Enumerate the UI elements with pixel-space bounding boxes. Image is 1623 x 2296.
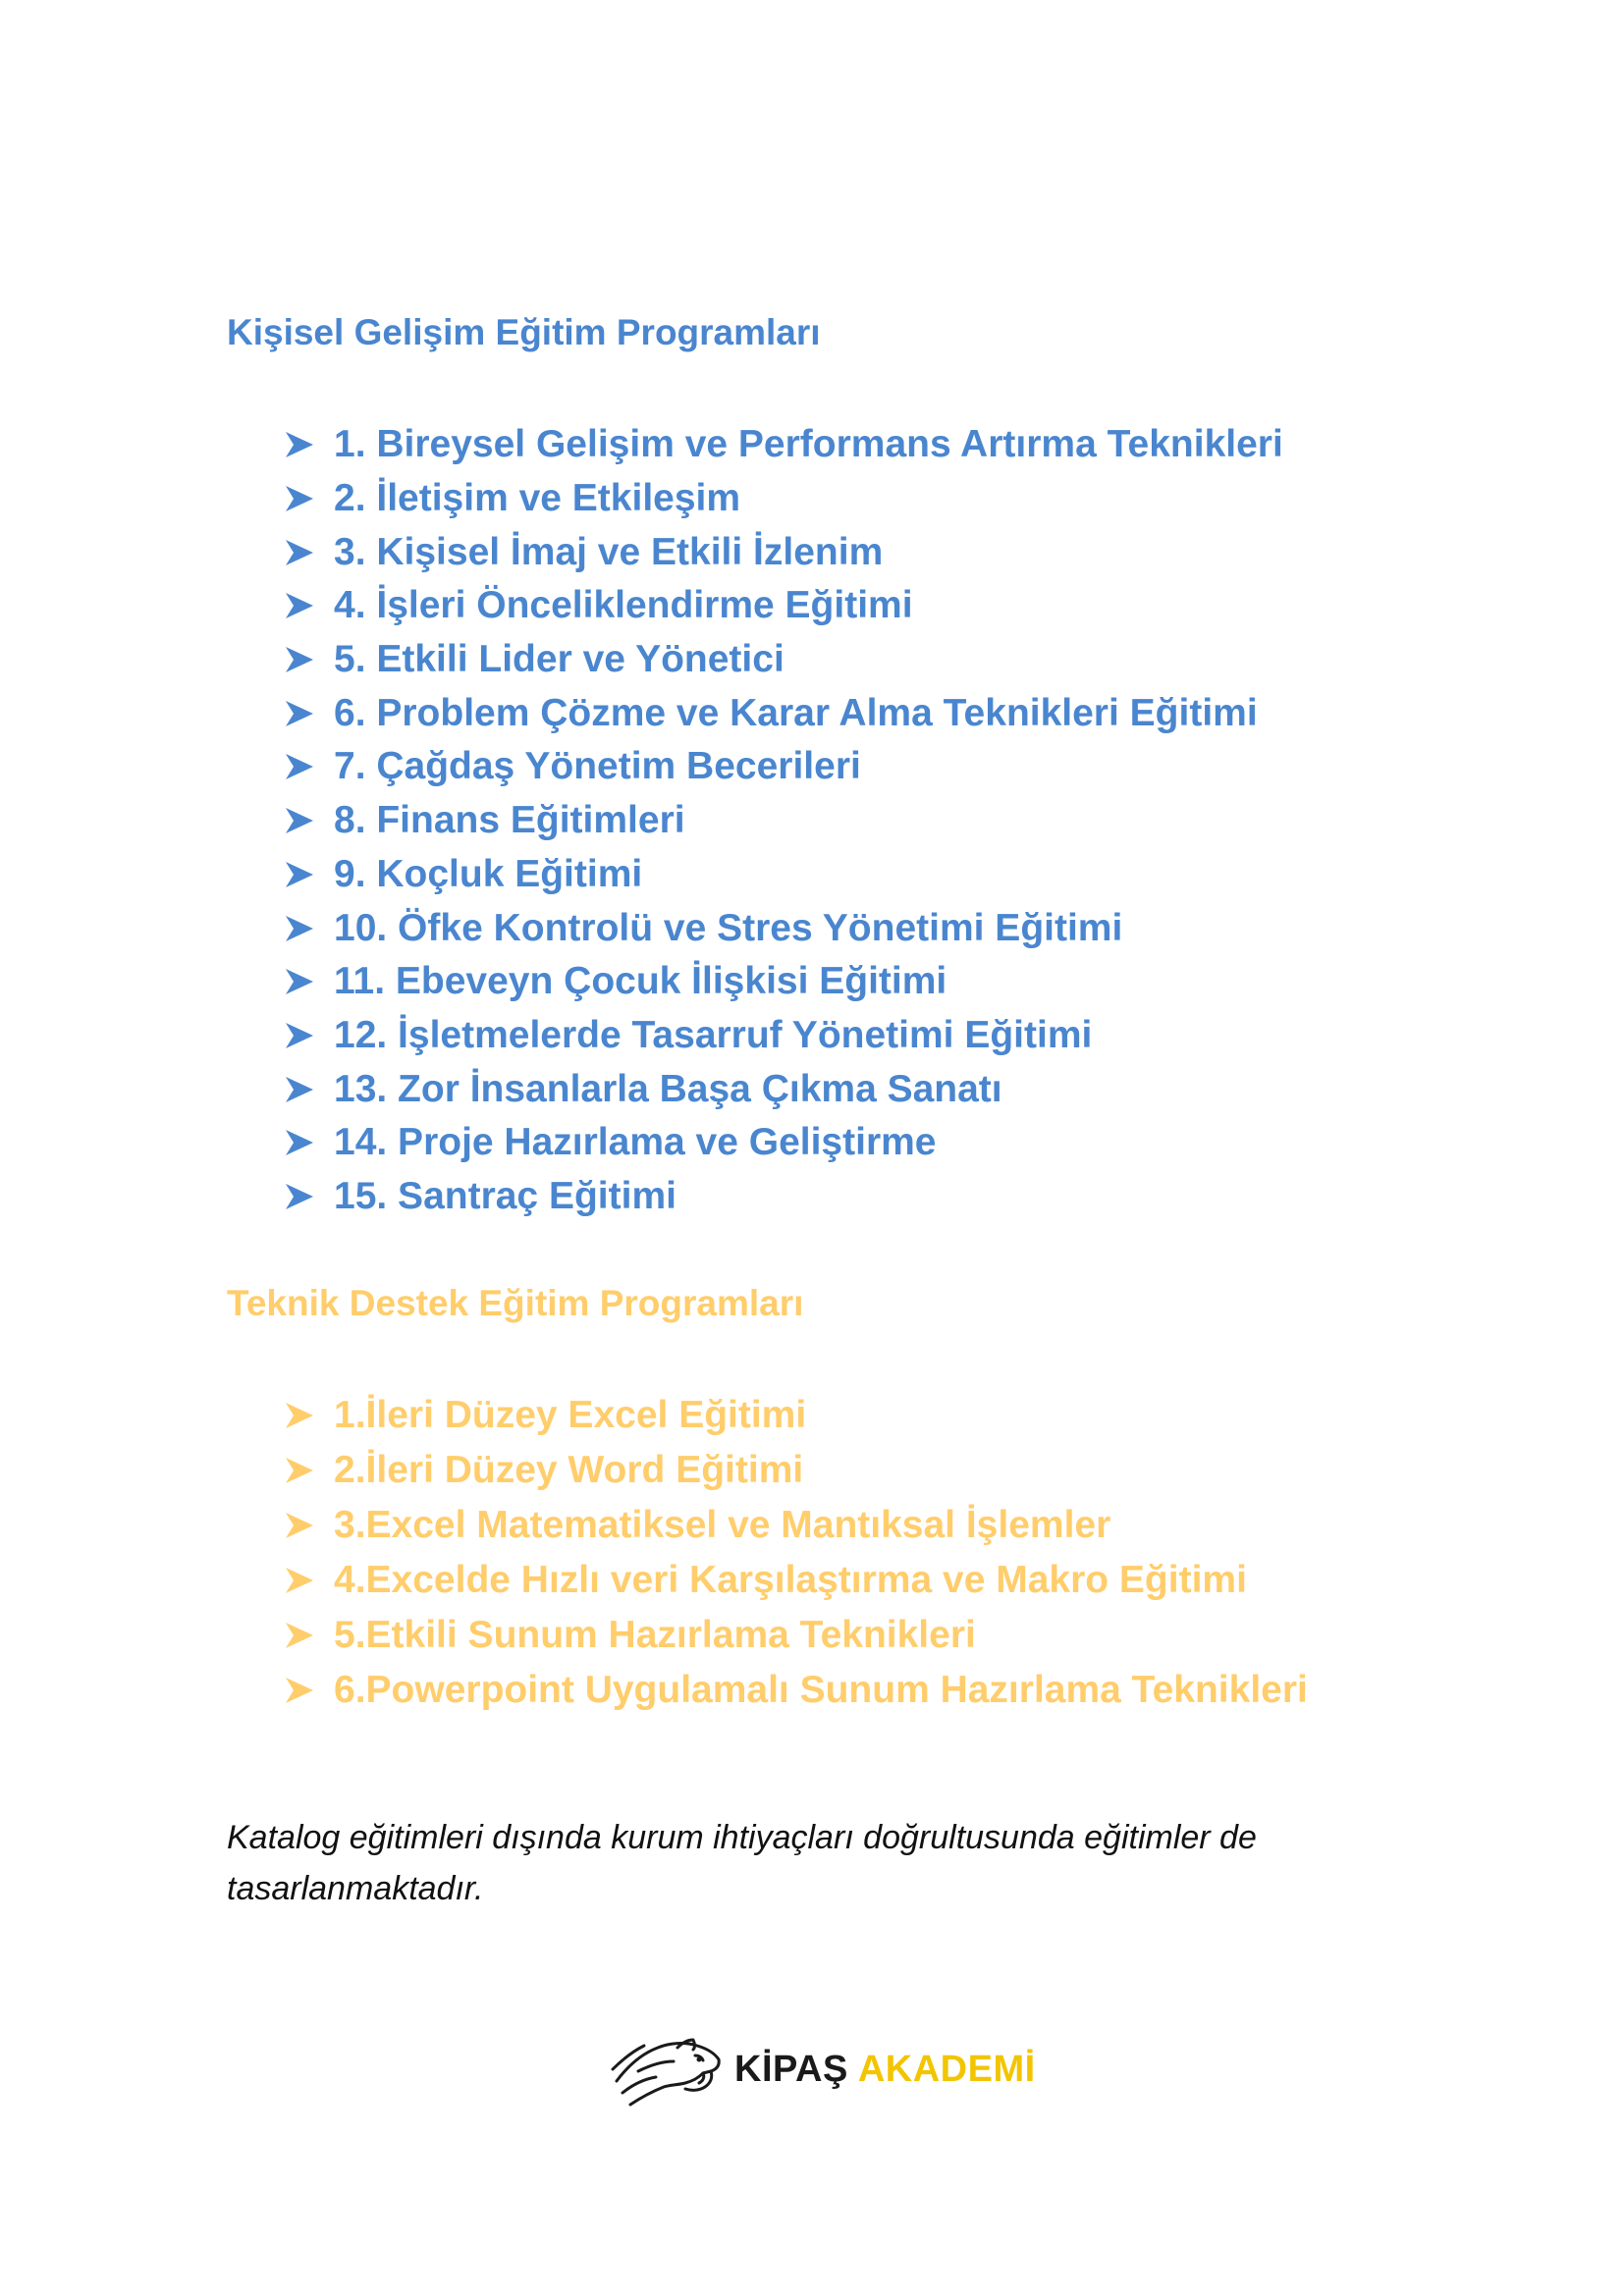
arrow-bullet-icon	[283, 1619, 316, 1652]
list-item	[283, 1608, 1308, 1663]
list-item	[283, 740, 1283, 794]
arrow-bullet-icon	[283, 589, 316, 622]
logo-wordmark	[734, 2049, 1036, 2091]
technical-program-list	[283, 1388, 1308, 1718]
section-title-technical: Teknik Destek Eğitim Programları	[227, 1283, 804, 1323]
list-item	[283, 418, 1283, 472]
arrow-bullet-icon	[283, 697, 316, 730]
arrow-bullet-icon	[283, 1564, 316, 1597]
list-item-label: 5.Etkili Sunum Hazırlama Teknikleri	[334, 1614, 976, 1656]
list-item-label: 2. İletişim ve Etkileşim	[334, 477, 741, 520]
section-title-personal: Kişisel Gelişim Eğitim Programları	[227, 312, 821, 352]
panther-head-icon	[609, 2030, 725, 2109]
arrow-bullet-icon	[283, 965, 316, 998]
list-item-label: 14. Proje Hazırlama ve Geliştirme	[334, 1121, 937, 1164]
list-item	[283, 472, 1283, 526]
list-item	[283, 1009, 1283, 1063]
arrow-bullet-icon	[283, 1126, 316, 1159]
arrow-bullet-icon	[283, 1454, 316, 1487]
list-item	[283, 1443, 1308, 1498]
list-item-label: 3.Excel Matematiksel ve Mantıksal İşlemler	[334, 1504, 1111, 1546]
list-item-label: 8. Finans Eğitimleri	[334, 799, 685, 842]
list-item	[283, 525, 1283, 579]
list-item	[283, 955, 1283, 1009]
personal-program-list	[283, 418, 1283, 1223]
list-item	[283, 1498, 1308, 1553]
arrow-bullet-icon	[283, 750, 316, 783]
list-item-label: 9. Koçluk Eğitimi	[334, 852, 643, 895]
kipas-akademi-logo	[609, 2030, 1036, 2109]
arrow-bullet-icon	[283, 1674, 316, 1707]
list-item	[283, 1116, 1283, 1170]
list-item-label: 12. İşletmelerde Tasarruf Yönetimi Eğitimi	[334, 1013, 1093, 1056]
list-item	[283, 633, 1283, 687]
logo-word-kipas: KİPAŞ	[734, 2048, 848, 2090]
arrow-bullet-icon	[283, 858, 316, 891]
list-item-label: 1. Bireysel Gelişim ve Performans Artırma Teknikleri	[334, 423, 1283, 466]
arrow-bullet-icon	[283, 1180, 316, 1213]
arrow-bullet-icon	[283, 1509, 316, 1542]
arrow-bullet-icon	[283, 643, 316, 676]
list-item-label: 15. Santraç Eğitimi	[334, 1174, 676, 1217]
list-item	[283, 1663, 1308, 1718]
catalog-note: Katalog eğitimleri dışında kurum ihtiyaçları doğrultusunda eğitimler de tasarlanmaktadır.	[227, 1819, 1257, 1907]
list-item-label: 3. Kişisel İmaj ve Etkili İzlenim	[334, 530, 884, 573]
arrow-bullet-icon	[283, 536, 316, 569]
list-item-label: 4. İşleri Önceliklendirme Eğitimi	[334, 584, 913, 627]
list-item	[283, 1553, 1308, 1608]
list-item	[283, 686, 1283, 740]
arrow-bullet-icon	[283, 428, 316, 461]
list-item-label: 10. Öfke Kontrolü ve Stres Yönetimi Eğitimi	[334, 906, 1123, 949]
list-item-label: 6. Problem Çözme ve Karar Alma Teknikleri Eğitimi	[334, 691, 1258, 734]
arrow-bullet-icon	[283, 1399, 316, 1432]
list-item	[283, 1170, 1283, 1224]
list-item-label: 6.Powerpoint Uygulamalı Sunum Hazırlama Teknikleri	[334, 1669, 1308, 1711]
list-item-label: 1.İleri Düzey Excel Eğitimi	[334, 1394, 807, 1436]
list-item	[283, 848, 1283, 902]
list-item-label: 5. Etkili Lider ve Yönetici	[334, 638, 784, 681]
list-item-label: 11. Ebeveyn Çocuk İlişkisi Eğitimi	[334, 960, 947, 1003]
arrow-bullet-icon	[283, 1073, 316, 1106]
list-item	[283, 1388, 1308, 1443]
list-item	[283, 579, 1283, 633]
list-item	[283, 794, 1283, 848]
list-item	[283, 1062, 1283, 1116]
arrow-bullet-icon	[283, 1019, 316, 1052]
list-item-label: 4.Excelde Hızlı veri Karşılaştırma ve Makro Eğitimi	[334, 1559, 1247, 1601]
list-item-label: 2.İleri Düzey Word Eğitimi	[334, 1449, 804, 1491]
logo-word-akademi: AKADEMİ	[857, 2048, 1036, 2090]
list-item-label: 13. Zor İnsanlarla Başa Çıkma Sanatı	[334, 1067, 1002, 1110]
list-item-label: 7. Çağdaş Yönetim Becerileri	[334, 745, 861, 788]
arrow-bullet-icon	[283, 912, 316, 945]
list-item	[283, 901, 1283, 955]
arrow-bullet-icon	[283, 482, 316, 515]
arrow-bullet-icon	[283, 804, 316, 837]
